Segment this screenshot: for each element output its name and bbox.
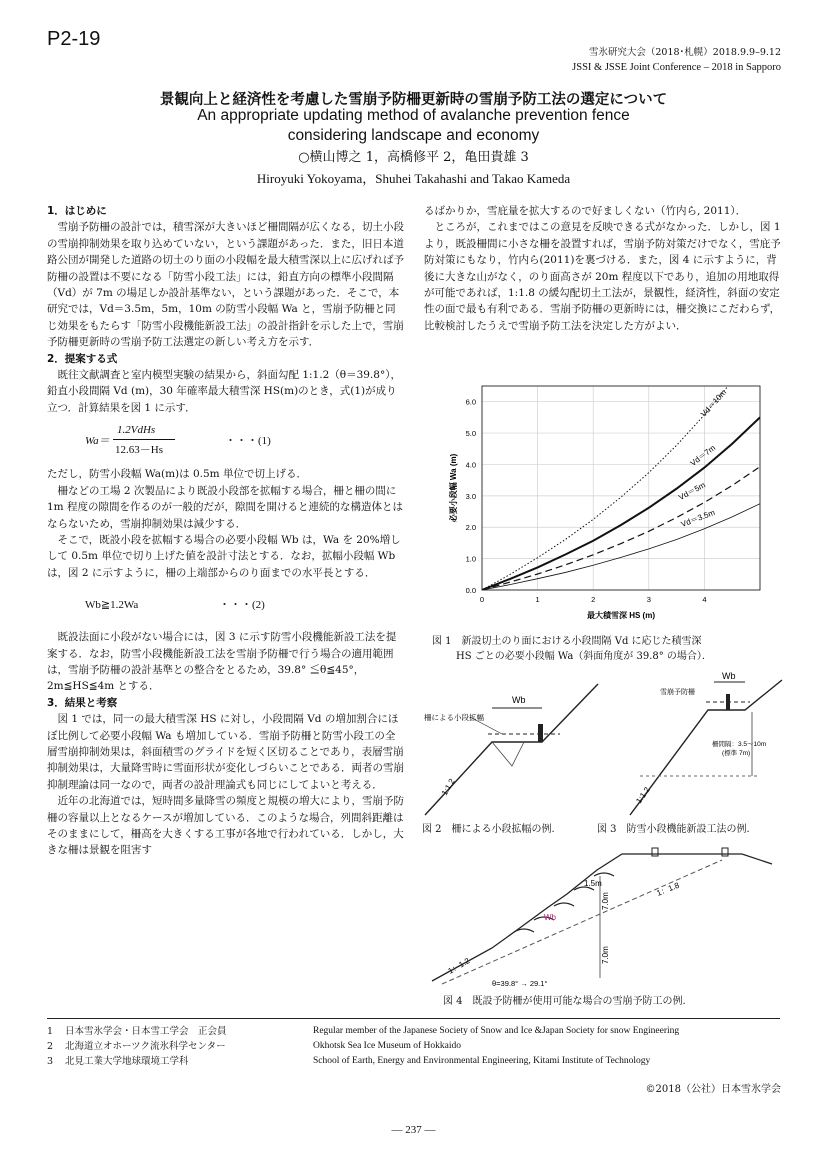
footnote-number: 1 bbox=[47, 1026, 54, 1037]
footnote-affiliation-ja: 日本雪氷学会・日本雪工学会 正会員 bbox=[65, 1026, 227, 1037]
fig3-slope-label: 1:1.2 bbox=[634, 785, 652, 806]
section-3-paragraph-1: 図 1 では，同一の最大積雪深 HS に対し，小段間隔 Vd の増加割合にほぼ比例して必要小段幅 Wa も増加している．雪崩予防柵と防雪小段工の全層雪崩抑制効果は，斜面積雪のグライドを短く区切ることであり，表層雪崩抑制効果は，大量降雪時に雪面形状が変化しづらいことである．両者の雪崩抑制理論は同一なので，両者の設計理論式も同じにしてよいと考える． bbox=[47, 713, 404, 791]
chart-xtick-label: 1 bbox=[535, 595, 540, 604]
fig4-w2-label: Wb bbox=[544, 913, 556, 922]
fig4-h2-label: 7.0m bbox=[601, 946, 610, 964]
section-2-paragraph-1: 既往文献調査と室内模型実験の結果から，斜面勾配 1:1.2（θ＝39.8°），鉛直小段間隔 Vd (m)，30 年確率最大積雪深 HS(m)のとき，式(1)が成り立つ．計算結果を図 1 に示す． bbox=[47, 369, 401, 414]
equation-1-tag: ・・・(1) bbox=[225, 435, 271, 448]
paper-code: P2-19 bbox=[47, 28, 101, 50]
fig3-wb-label: Wb bbox=[722, 672, 736, 681]
equation-1-numerator: 1.2VdHs bbox=[117, 424, 156, 437]
footnote-affiliation-en: Okhotsk Sea Ice Museum of Hokkaido bbox=[313, 1041, 462, 1051]
equation-1-lhs: Wa＝ bbox=[85, 435, 110, 448]
fig4-fence-top1 bbox=[652, 848, 658, 856]
chart-series-line bbox=[482, 378, 760, 590]
footnote-affiliation-ja: 北海道立オホーツク流氷科学センター bbox=[65, 1041, 226, 1052]
right-paragraph-2: ところが，これまではこの意見を反映できる式がなかった．しかし，図 1 より，既設柵間に小さな柵を設置すれば，雪崩予防対策だけでなく，雪庇予防対策にもなり，竹内ら(2011)を裏づける．また，図 4 に示すように，背後に大きな山がなく，のり面高さが 20m 程度以下であり，追加の用地取得が可能であれば，1:1.8 の緩勾配切土工法が，景観性，経済性，斜面の安定性の面で最も有利である．雪崩予防柵の更新時には，柵交換にこだわらず，比較検討したうえで雪崩予防工法を決定した方がよい． bbox=[424, 221, 781, 332]
footnote-row bbox=[47, 1039, 782, 1054]
chart-ytick-label: 0.0 bbox=[465, 586, 476, 595]
chart-xlabel: 最大積雪深 HS (m) bbox=[587, 611, 655, 620]
section-3-paragraph-2: 近年の北海道では，短時間多量降雪の頻度と規模の増大により，雪崩予防柵の容量以上となるケースが増加している．このような場合，列間斜距離はそのままにして，柵高を大きくする工事が各地で行われている．しかし，大きな柵は景観を阻害す bbox=[47, 795, 404, 857]
equation-2 bbox=[47, 581, 405, 629]
chart-series-line bbox=[482, 417, 760, 590]
chart-xtick-label: 0 bbox=[479, 595, 485, 604]
footnotes bbox=[47, 1024, 782, 1069]
equation-2-tag: ・・・(2) bbox=[219, 599, 265, 612]
fig4-new-slope bbox=[442, 860, 722, 984]
title-en-line1: An appropriate updating method of avalanche prevention fence bbox=[197, 107, 630, 124]
chart-series-label: Vd＝3.5m bbox=[679, 507, 717, 530]
fig2-foot bbox=[492, 742, 524, 766]
chart-ytick-label: 3.0 bbox=[465, 491, 476, 501]
fig2-wb-label: Wb bbox=[512, 695, 526, 705]
footnote-affiliation-ja: 北見工業大学地球環境工学科 bbox=[65, 1056, 189, 1067]
fig4-angle-label: θ=39.8° → 29.1° bbox=[492, 979, 548, 988]
figure-3-caption: 図 3 防雪小段機能新設工法の例. bbox=[597, 824, 750, 835]
page-number: — 237 — bbox=[391, 1124, 436, 1136]
right-paragraph-1: るばかりか，雪庇量を拡大するので好ましくない（竹内ら, 2011）． bbox=[424, 205, 747, 217]
copyright: ©2018（公社）日本雪氷学会 bbox=[645, 1084, 781, 1095]
figure-4-diagram bbox=[422, 846, 782, 991]
fig2-leader bbox=[470, 717, 502, 734]
chart-series-label: Vd＝5m bbox=[677, 480, 707, 503]
figure-1-caption-line1: 図 1 新設切土のり面における小段間隔 Vd に応じた積雪深 bbox=[432, 636, 702, 647]
title-ja: 景観向上と経済性を考慮した雪崩予防柵更新時の雪崩予防工法の選定について bbox=[159, 92, 668, 108]
title-en-line2: considering landscape and economy bbox=[287, 127, 540, 144]
section-2-paragraph-4: そこで，既設小段を拡幅する場合の必要小段幅 Wb は，Wa を 20%増しして 0.5m 単位で切り上げた値を設計寸法とする．なお，拡幅小段幅 Wb は，図 2 に示すように，柵の上端部からのり面までの水平長とする． bbox=[47, 533, 401, 579]
footnote-affiliation-en: Regular member of the Japanese Society of Snow and Ice &Japan Society for snow Engineering bbox=[313, 1026, 680, 1036]
conference-name-en: JSSI & JSSE Joint Conference – 2018 in Sapporo bbox=[572, 62, 781, 73]
chart-frame bbox=[482, 386, 760, 590]
footnote-number: 2 bbox=[47, 1041, 54, 1052]
section-2-heading: 2．提案する式 bbox=[47, 352, 118, 365]
chart-ylabel: 必要小段幅 Wa (m) bbox=[449, 453, 458, 523]
footnote-number: 3 bbox=[47, 1056, 54, 1067]
equation-1 bbox=[47, 416, 405, 466]
fig2-fence bbox=[538, 724, 543, 742]
fig2-fence-label: 柵による小段拡幅 bbox=[424, 713, 484, 722]
chart-xtick-label: 3 bbox=[646, 595, 651, 604]
figure-4-caption: 図 4 既設予防柵が使用可能な場合の雪崩予防工の例. bbox=[443, 996, 686, 1007]
fig4-h1-label: 7.0m bbox=[601, 892, 610, 910]
section-1-paragraph: 雪崩予防柵の設計では，積雪深が大きいほど柵間隔が広くなる，切土小段の雪崩抑制効果を取り込めていない，という課題があった．また，旧日本道路公団が開発した道路の切土のり面の小段幅を最大積雪深以上に広げれば予防柵の設置は不要になる「防雪小段工法」には，鉛直方向の標準小段間隔（Vd）が 7m の場足しか設計基準ない，という課題があった．そこで，本研究では，Vd＝3.5m，5m，10m の防雪小段幅 Wa と，雪崩予防柵と同じ効果をもたらす「防雪小段機能新設工法」の設計指針を示した上で，雪崩予防柵更新時の雪崩予防工法選定の新しい考え方を示す． bbox=[47, 221, 404, 349]
footnote-row bbox=[47, 1054, 782, 1069]
footnote-affiliation-en: School of Earth, Energy and Environmental Engineering, Kitami Institute of Technology bbox=[313, 1056, 651, 1066]
footnote-row bbox=[47, 1024, 782, 1039]
left-column bbox=[47, 203, 405, 859]
chart-series-line bbox=[482, 467, 760, 590]
figure-1-chart bbox=[440, 378, 780, 633]
fig3-interval-label2: (標準 7m) bbox=[722, 750, 751, 757]
chart-series-line bbox=[482, 504, 760, 590]
section-3-heading: 3．結果と考察 bbox=[47, 696, 118, 709]
footnote-rule bbox=[47, 1018, 780, 1019]
fig4-slope-b-label: 1：1.2 bbox=[446, 956, 472, 976]
chart-series-label: Vd＝10m bbox=[699, 387, 729, 419]
right-column-text bbox=[424, 203, 782, 334]
fig3-interval-label1: 柵間隔：3.5～10m bbox=[712, 741, 767, 748]
conference-name-ja: 雪氷研究大会（2018･札幌）2018.9.9–9.12 bbox=[588, 47, 781, 58]
figure-2-diagram bbox=[420, 672, 600, 822]
chart-ytick-label: 2.0 bbox=[465, 523, 476, 533]
fig4-slope-a-label: 1：1.8 bbox=[655, 880, 681, 898]
chart-ytick-label: 1.0 bbox=[465, 554, 476, 564]
equation-1-denominator: 12.63－Hs bbox=[115, 444, 163, 457]
fig2-slope-label: 1:1.2 bbox=[439, 777, 457, 797]
section-2-paragraph-2: ただし，防雪小段幅 Wa(m)は 0.5m 単位で切上げる． bbox=[47, 468, 307, 481]
chart-ytick-label: 6.0 bbox=[465, 397, 476, 407]
fig3-fence-label: 雪崩予防柵 bbox=[660, 689, 695, 696]
fig4-fence-top2 bbox=[722, 848, 728, 856]
equation-2-lhs: Wb≧1.2Wa bbox=[85, 599, 139, 612]
figure-3-diagram bbox=[610, 672, 785, 822]
section-2-paragraph-5: 既設法面に小段がない場合には，図 3 に示す防雪小段機能新設工法を提案する．なお，防雪小段機能新設工法を雪崩予防柵で行う場合の適用範囲は，雪崩予防柵の設計基準との整合をとるため，39.8° ≦θ≦45°，2m≦HS≦4m とする． bbox=[47, 631, 397, 693]
authors-en: Hiroyuki Yokoyama，Shuhei Takahashi and Takao Kameda bbox=[256, 171, 571, 186]
chart-root bbox=[448, 378, 760, 620]
authors-ja: ○横山博之 1，高橋修平 2，亀田貴雄 3 bbox=[298, 150, 529, 165]
figure-1-caption-line2: HS ごとの必要小段幅 Wa（斜面角度が 39.8° の場合）． bbox=[456, 651, 712, 662]
chart-xtick-label: 2 bbox=[591, 595, 596, 604]
figure-2-caption: 図 2 柵による小段拡幅の例. bbox=[422, 824, 555, 835]
chart-xtick-label: 4 bbox=[702, 595, 707, 604]
section-2-paragraph-3: 柵などの工場 2 次製品により既設小段部を拡幅する場合，柵と柵の間に 1m 程度の隙間を作るのが一般的だが，隙間を開けると連続的な構造体とはならないため，雪崩抑制効果は減少する． bbox=[47, 484, 403, 530]
fig4-w1-label: 1.5m bbox=[584, 879, 602, 888]
chart-ytick-label: 5.0 bbox=[465, 429, 476, 439]
section-1-heading: 1．はじめに bbox=[47, 205, 107, 217]
equation-1-fraction-bar bbox=[113, 439, 175, 440]
chart-ytick-label: 4.0 bbox=[465, 460, 476, 470]
chart-series-label: Vd＝7m bbox=[688, 443, 718, 468]
